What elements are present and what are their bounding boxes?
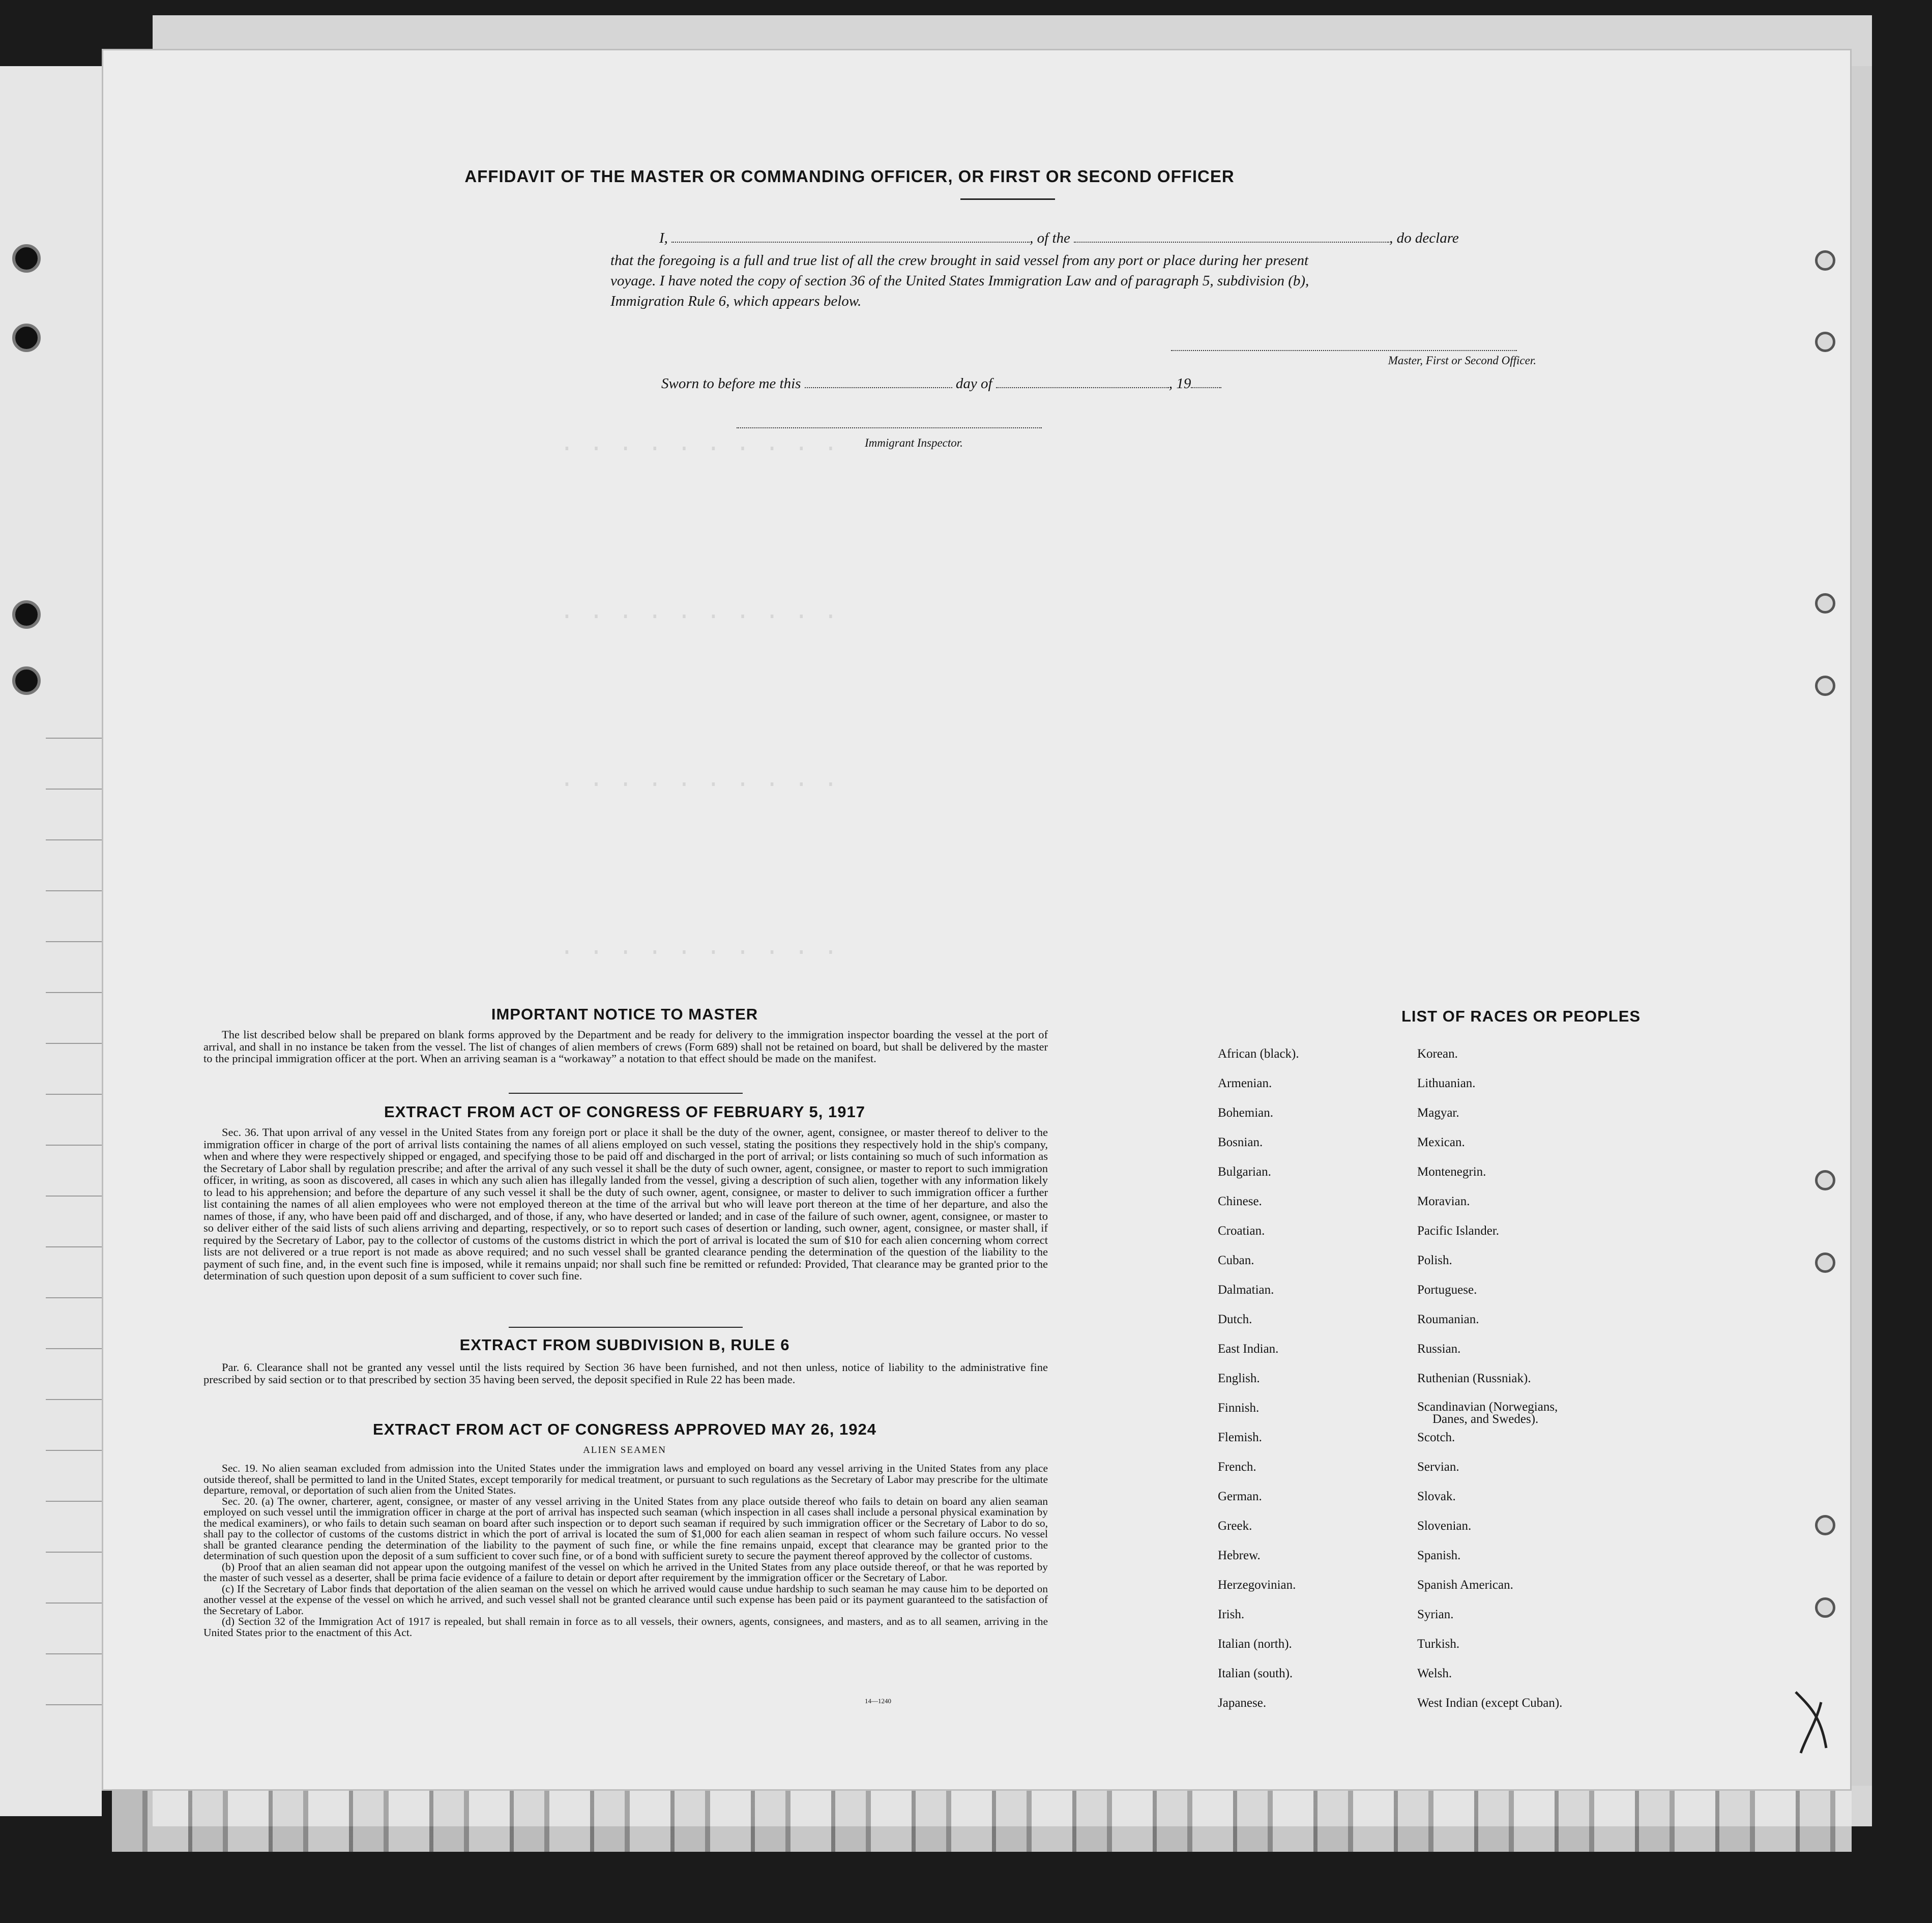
section-divider [509, 1327, 743, 1328]
form-number: 14—1240 [865, 1697, 891, 1705]
punch-hole [1815, 676, 1835, 696]
race-item: French. [1218, 1460, 1256, 1474]
race-item: Welsh. [1417, 1667, 1452, 1680]
sworn-year-field[interactable] [1191, 380, 1221, 388]
races-row [1218, 1194, 1562, 1224]
torn-bottom-edge [112, 1791, 1852, 1852]
punch-hole [1815, 1515, 1835, 1535]
section-36-paragraph: Sec. 36. That upon arrival of any vessel in the United States from any foreign port or place it shall be the duty of the owner, agent, consignee, or master thereof to deliver to the immigration officer in charge of the port of arrival lists containing the names of all aliens employed on such vessel, stating the positions they respectively hold in the ship's company, when and where they were respectively shipped or engaged, and specifying those to be paid off and discharged in the port of arrival; or lists containing so much of such information as the Secretary of Labor shall by regulation prescribe; and after the arrival of any such vessel it shall be the duty of such owner, agent, consignee, or master to report to such immigration officer, in writing, as soon as discovered, all cases in which any such alien has illegally landed from the vessel, giving a description of such alien, together with any information likely to lead to his apprehension; and before the departure of any such vessel it shall be the duty of such owner, agent, consignee, or master to deliver to such immigration officer a further list containing the names of all alien employees who were not employed thereon at the time of the arrival but who will leave port thereon at the time of her departure, and also the names of those, if any, who have been paid off and discharged, and of those, if any, who have deserted or landed; and in case of the failure of such owner, agent, consignee, or master to so deliver either of the said lists of such aliens arriving and departing, respectively, or so to report such cases of desertion or landing, such owner, agent, consignee, or master shall, if required by the Secretary of Labor, pay to the collector of customs of the customs district in which the port of arrival is located the sum of $10 for each alien concerning whom correct lists are not delivered or a true report is not made as above required; and no such vessel shall be granted clearance pending the determination of the question of the liability to the payment of such fine, and, in the event such fine is imposed, while it remains unpaid; nor shall such fine be remitted or refunded: Provided, That clearance may be granted prior to the determination of such question upon deposit of a sum sufficient to cover such fine. [203, 1126, 1048, 1282]
notice-title: IMPORTANT NOTICE TO MASTER [491, 1005, 758, 1023]
race-item: Dutch. [1218, 1313, 1252, 1326]
race-item: Syrian. [1417, 1608, 1454, 1621]
races-row [1218, 1519, 1562, 1549]
affidavit-text-line: Immigration Rule 6, which appears below. [610, 293, 862, 309]
race-item: Russian. [1417, 1342, 1461, 1356]
extract-1917-title: EXTRACT FROM ACT OF CONGRESS OF FEBRUARY 5, 1917 [384, 1103, 865, 1121]
races-row [1218, 1076, 1562, 1106]
races-row [1218, 1047, 1562, 1076]
race-item: Herzegovinian. [1218, 1578, 1296, 1592]
vessel-field[interactable] [1074, 235, 1389, 243]
punch-hole [1815, 1252, 1835, 1273]
races-row [1218, 1431, 1562, 1460]
punch-hole [1815, 1597, 1835, 1618]
race-item: Moravian. [1417, 1194, 1470, 1208]
races-row [1218, 1401, 1562, 1431]
affidavit-page: · · · · · · · · · · · · · · · · · · · · · · · · · · · · · · · · · · · · · · · · AFFIDAVIT OF THE MASTER OR COMMANDING OFFICER, OR FIRST OR SECOND OFFICER I, , of the , do declare that the foregoing is a full and true list of all the crew brought in said vessel from any port or place during her present voyage. I have noted the copy of section 36 of the United States Immigration Law and of paragraph 5, subdivision (b), Immigration Rule 6, which appears below. Master, First or Second Officer. Sworn to before me this day of , 19 Immigrant Inspector. IMPORTANT NOTICE TO MASTER The list described below shall be prepared on blank forms approved by the Department and be ready for delivery to the immigration inspector boarding the vessel at the port of arrival, and shall in no instance be taken from the vessel. The list of changes of alien members of crews (Form 689) shall not be retained on board, but shall be delivered by the master to the principal immigration officer at the port. When an arriving seaman is a “workaway” a notation to that effect should be made on the manifest. EXTRACT FROM ACT OF CONGRESS OF FEBRUARY 5, 1917 Sec. 36. That upon arrival of any vessel in the United States from any foreign port or place it shall be the duty of the owner, agent, consignee, or master thereof to deliver to the immigration officer in charge of the port of arrival lists containing the names of all aliens employed on such vessel, stating the positions they respectively hold in the ship's company, when and where they were respectively shipped or engaged, and specifying those to be paid off and discharged in the port of arrival; or lists containing so much of such information as the Secretary of Labor shall by regulation prescribe; and after the arrival of any such vessel it shall be the duty of such owner, agent, consignee, or master to report to such immigration officer, in writing, as soon as discovered, all cases in which any such alien has illegally landed from the vessel, giving a description of such alien, together with any information likely to lead to his apprehension; and before the departure of any such vessel it shall be the duty of such owner, agent, consignee, or master to deliver to such immigration officer a further list containing the names of all alien employees who were not employed thereon at the time of the arrival but who will leave port thereon at the time of her departure, and also the names of those, if any, who have been paid off and discharged, and of those, if any, who have deserted or landed; and in case of the failure of such owner, agent, consignee, or master to so deliver either of the said lists of such aliens arriving and departing, respectively, or so to report such cases of desertion or landing, such owner, agent, consignee, or master shall, if required by the Secretary of Labor, pay to the collector of customs of the customs district in which the port of arrival is located the sum of $10 for each alien concerning whom correct lists are not delivered or a true report is not made as above required; and no such vessel shall be granted clearance pending the determination of the question of the liability to the payment of such fine, and, in the event such fine is imposed, while it remains unpaid; nor shall such fine be remitted or refunded: Provided, That clearance may be granted prior to the determination of such question upon deposit of a sum sufficient to cover such fine. EXTRACT FROM SUBDIVISION B, RULE 6 Par. 6. Clearance shall not be granted any vessel until the lists required by Section 36 have been furnished, and not then unless, notice of liability to the administrative fine prescribed by said section or to that prescribed by section 35 having been served, the deposit specified in Rule 22 has been made. EXTRACT FROM ACT OF CONGRESS APPROVED MAY 26, 1924 ALIEN SEAMEN Sec. 19. No alien seaman excluded from admission into the United States under the immigration laws and employed on board any vessel arriving in the United States from any place outside thereof, shall be permitted to land in the United States, except temporarily for medical treatment, or pursuant to such regulations as the Secretary of Labor may prescribe for the ultimate departure, removal, or deportation of such alien from the United States. Sec. 20. (a) The owner, charterer, agent, consignee, or master of any vessel arriving in the United States from any place outside thereof who fails to detain on board any alien seaman employed on such vessel until the immigration officer in charge at the port of arrival has inspected such seaman (which inspection in all cases shall include a personal physical examination by the medical examiners), or who fails to detain such seaman on board after such inspection or to deport such seaman if required by such immigration officer or the Secretary of Labor to do so, shall pay to the collector of customs of the customs district in which the port of arrival is located the sum of $1,000 for each alien seaman in respect of whom such failure occurs. No vessel shall be granted clearance pending the determination of the liability to the payment of such fine, or while the fine remains unpaid, except that clearance may be granted prior to the determination of such question upon the deposit of a sum sufficient to cover such fine, or of a bond with sufficient surety to secure the payment thereof approved by the collector of customs. (b) Proof that an alien seaman did not appear upon the outgoing manifest of the vessel on which he arrived in the United States from any place outside thereof, or that he was reported by the master of such vessel as a deserter, shall be prima facie evidence of a failure to detain or deport after requirement by the immigration officer or the Secretary of Labor. (c) If the Secretary of Labor finds that deportation of the alien seaman on the vessel on which he arrived would cause undue hardship to such seaman he may cause him to be deported on another vessel at the expense of the vessel on which he arrived, and such vessel shall not be granted clearance until such expense has been paid or its payment guaranteed to the satisfaction of the Secretary of Labor. (d) Section 32 of the Immigration Act of 1917 is repealed, but shall remain in force as to all vessels, their owners, agents, consignees, and masters, and as to all seamen, arriving in the United States prior to the enactment of this Act. 14—1240 LIST OF RACES OR PEOPLES African (black). Korean. Armenian. Lithuanian. Bohemian. Magyar. Bosnian. Mexican. Bulgarian. Montenegrin. Chinese. Moravian. Croatian. Pacific Islander. Cuban. Polish. Dalmatian. Portuguese. Dutch. Roumanian. East Indian. Russian. English. Ruthenian (Russniak). Finnish. Scandinavian (Norwegians, Danes, and Swedes). Flemish. Scotch. French. Servian. German. Slovak. Greek. Slovenian. Hebrew. Spanish. Herzegovinian. Spanish American. Irish. Syrian. Italian (north). Turkish. Italian (south). Welsh. Japanese. West Indian (except Cuban). [102, 49, 1852, 1791]
handwritten-mark [1791, 1687, 1836, 1758]
races-row [1218, 1254, 1562, 1283]
race-item: Greek. [1218, 1519, 1252, 1533]
races-row [1218, 1696, 1562, 1726]
race-item: Flemish. [1218, 1431, 1262, 1444]
subdivision-b-title: EXTRACT FROM SUBDIVISION B, RULE 6 [459, 1336, 790, 1354]
punch-hole [1815, 250, 1835, 271]
races-row [1218, 1460, 1562, 1490]
race-item: Croatian. [1218, 1224, 1265, 1238]
races-row [1218, 1342, 1562, 1372]
extract-1924-text [203, 1463, 1048, 1638]
sworn-year-prefix: , 19 [1168, 375, 1191, 392]
race-item: Korean. [1417, 1047, 1458, 1061]
section-20a-paragraph: Sec. 20. (a) The owner, charterer, agent, consignee, or master of any vessel arriving in the United States from any place outside thereof who fails to detain on board any alien seaman employed on such vessel until the immigration officer in charge at the port of arrival has inspected such seaman (which inspection in all cases shall include a personal physical examination by the medical examiners), or who fails to detain such seaman on board after such inspection or to deport such seaman if required by such immigration officer or the Secretary of Labor to do so, shall pay to the collector of customs of the customs district in which the port of arrival is located the sum of $1,000 for each alien seaman in respect of whom such failure occurs. No vessel shall be granted clearance pending the determination of the liability to the payment of such fine, or while the fine remains unpaid, except that clearance may be granted prior to the determination of such question upon the deposit of a sum sufficient to cover such fine, or of a bond with sufficient surety to secure the payment thereof approved by the collector of customs. [203, 1495, 1048, 1562]
race-item: Spanish American. [1417, 1578, 1513, 1592]
subdivision-b-text [203, 1361, 1048, 1385]
master-signature-caption: Master, First or Second Officer. [1388, 354, 1536, 367]
races-row [1218, 1165, 1562, 1194]
race-item: Slovak. [1417, 1490, 1456, 1503]
race-item: Italian (north). [1218, 1637, 1292, 1651]
punch-hole [1815, 593, 1835, 614]
race-item: Armenian. [1218, 1076, 1272, 1090]
race-item: Bosnian. [1218, 1135, 1263, 1149]
affidavit-declare: , do declare [1389, 230, 1459, 246]
races-table [1218, 1047, 1562, 1726]
race-item: Turkish. [1417, 1637, 1460, 1651]
inspector-signature-caption: Immigrant Inspector. [865, 436, 963, 449]
extract-1917-text [203, 1126, 1048, 1282]
race-item: African (black). [1218, 1047, 1299, 1061]
race-item: East Indian. [1218, 1342, 1279, 1356]
sworn-line [661, 375, 1373, 392]
sworn-prefix: Sworn to before me this [661, 375, 801, 392]
races-title: LIST OF RACES OR PEOPLES [1401, 1007, 1641, 1025]
race-item: Scandinavian (Norwegians, [1417, 1400, 1558, 1414]
races-row [1218, 1637, 1562, 1667]
race-item: Bohemian. [1218, 1106, 1274, 1120]
race-item: Polish. [1417, 1254, 1452, 1267]
race-item: Irish. [1218, 1608, 1245, 1621]
master-signature-line[interactable] [1171, 350, 1517, 351]
inspector-signature-line[interactable] [737, 427, 1042, 428]
race-item: Finnish. [1218, 1401, 1260, 1415]
binder-hole [12, 244, 41, 273]
race-item: German. [1218, 1490, 1262, 1503]
race-item: Japanese. [1218, 1696, 1267, 1710]
affidavit-text-line: that the foregoing is a full and true list of all the crew brought in said vessel from any port or place during her present [610, 252, 1309, 269]
notice-text [203, 1029, 1048, 1065]
punch-hole [1815, 1170, 1835, 1190]
races-row [1218, 1667, 1562, 1696]
affidavit-i: I, [659, 230, 668, 246]
race-item: Slovenian. [1417, 1519, 1472, 1533]
affidavit-of: , of the [1030, 230, 1070, 246]
races-row [1218, 1224, 1562, 1254]
race-item: Chinese. [1218, 1194, 1262, 1208]
race-item: Spanish. [1417, 1549, 1461, 1562]
race-item: Scotch. [1417, 1431, 1455, 1444]
binder-hole [12, 600, 41, 629]
race-item: Portuguese. [1417, 1283, 1477, 1297]
name-field[interactable] [671, 235, 1030, 243]
race-item: Pacific Islander. [1417, 1224, 1500, 1238]
affidavit-title: AFFIDAVIT OF THE MASTER OR COMMANDING OFFICER, OR FIRST OR SECOND OFFICER [464, 167, 1235, 186]
race-item: Italian (south). [1218, 1667, 1293, 1680]
races-row [1218, 1372, 1562, 1401]
section-divider [509, 1093, 743, 1094]
race-item: Lithuanian. [1417, 1076, 1476, 1090]
paragraph-6: Par. 6. Clearance shall not be granted any vessel until the lists required by Section 36 have been furnished, and not then unless, notice of liability to the administrative fine prescribed by said section or to that prescribed by section 35 having been served, the deposit specified in Rule 22 has been made. [203, 1361, 1048, 1386]
affidavit-declaration-line [610, 230, 1597, 247]
affidavit-text-line: voyage. I have noted the copy of section 36 of the United States Immigration Law and of paragraph 5, subdivision (b), [610, 273, 1309, 289]
sworn-day-field[interactable] [805, 380, 952, 388]
extract-1924-title: EXTRACT FROM ACT OF CONGRESS APPROVED MAY 26, 1924 [373, 1420, 876, 1438]
binder-hole [12, 324, 41, 352]
race-item: Roumanian. [1417, 1313, 1479, 1326]
section-20c-paragraph: (c) If the Secretary of Labor finds that deportation of the alien seaman on the vessel on which he arrived would cause undue hardship to such seaman he may cause him to be deported on another vessel at the expense of the vessel on which he arrived, and such vessel shall not be granted clearance until such expense has been paid or its payment guaranteed to the satisfaction of the Secretary of Labor. [203, 1582, 1048, 1617]
race-item: West Indian (except Cuban). [1417, 1696, 1563, 1710]
race-item: Mexican. [1417, 1135, 1465, 1149]
race-item: Bulgarian. [1218, 1165, 1271, 1179]
races-row [1218, 1135, 1562, 1165]
notice-paragraph: The list described below shall be prepared on blank forms approved by the Department and be ready for delivery to the immigration inspector boarding the vessel at the port of arrival, and shall in no instance be taken from the vessel. The list of changes of alien members of crews (Form 689) shall not be retained on board, but shall be delivered by the master to the principal immigration officer at the port. When an arriving seaman is a “workaway” a notation to that effect should be made on the manifest. [203, 1028, 1048, 1065]
sworn-month-field[interactable] [996, 380, 1169, 388]
binder-hole [12, 666, 41, 695]
race-item: Servian. [1417, 1460, 1459, 1474]
races-row [1218, 1608, 1562, 1637]
races-row [1218, 1106, 1562, 1135]
race-item: Montenegrin. [1417, 1165, 1486, 1179]
alien-seamen-subtitle: ALIEN SEAMEN [583, 1445, 666, 1455]
section-20d-paragraph: (d) Section 32 of the Immigration Act of 1917 is repealed, but shall remain in force as to all vessels, their owners, agents, consignees, and masters, and as to all seamen, arriving in the United States prior to the enactment of this Act. [203, 1615, 1048, 1639]
section-20b-paragraph: (b) Proof that an alien seaman did not appear upon the outgoing manifest of the vessel on which he arrived in the United States from any place outside thereof, or that he was reported by the master of such vessel as a deserter, shall be prima facie evidence of a failure to detain or deport after requirement by the immigration officer or the Secretary of Labor. [203, 1560, 1048, 1584]
section-19-paragraph: Sec. 19. No alien seaman excluded from admission into the United States under the immigration laws and employed on board any vessel arriving in the United States from any place outside thereof, shall be permitted to land in the United States, except temporarily for medical treatment, or pursuant to such regulations as the Secretary of Labor may prescribe for the ultimate departure, removal, or deportation of such alien from the United States. [203, 1462, 1048, 1496]
race-item: Ruthenian (Russniak). [1417, 1372, 1531, 1385]
race-item: Dalmatian. [1218, 1283, 1274, 1297]
punch-hole [1815, 332, 1835, 352]
races-row [1218, 1283, 1562, 1313]
races-row [1218, 1490, 1562, 1519]
race-item: Magyar. [1417, 1106, 1459, 1120]
race-item-scandinavian [1417, 1401, 1562, 1431]
race-item-continuation: Danes, and Swedes). [1432, 1412, 1539, 1426]
race-item: Hebrew. [1218, 1549, 1261, 1562]
races-row [1218, 1578, 1562, 1608]
affidavit-title-rule [960, 198, 1055, 200]
races-row [1218, 1549, 1562, 1578]
race-item: Cuban. [1218, 1254, 1254, 1267]
race-item: English. [1218, 1372, 1260, 1385]
sworn-day-of: day of [955, 375, 992, 392]
races-row [1218, 1313, 1562, 1342]
